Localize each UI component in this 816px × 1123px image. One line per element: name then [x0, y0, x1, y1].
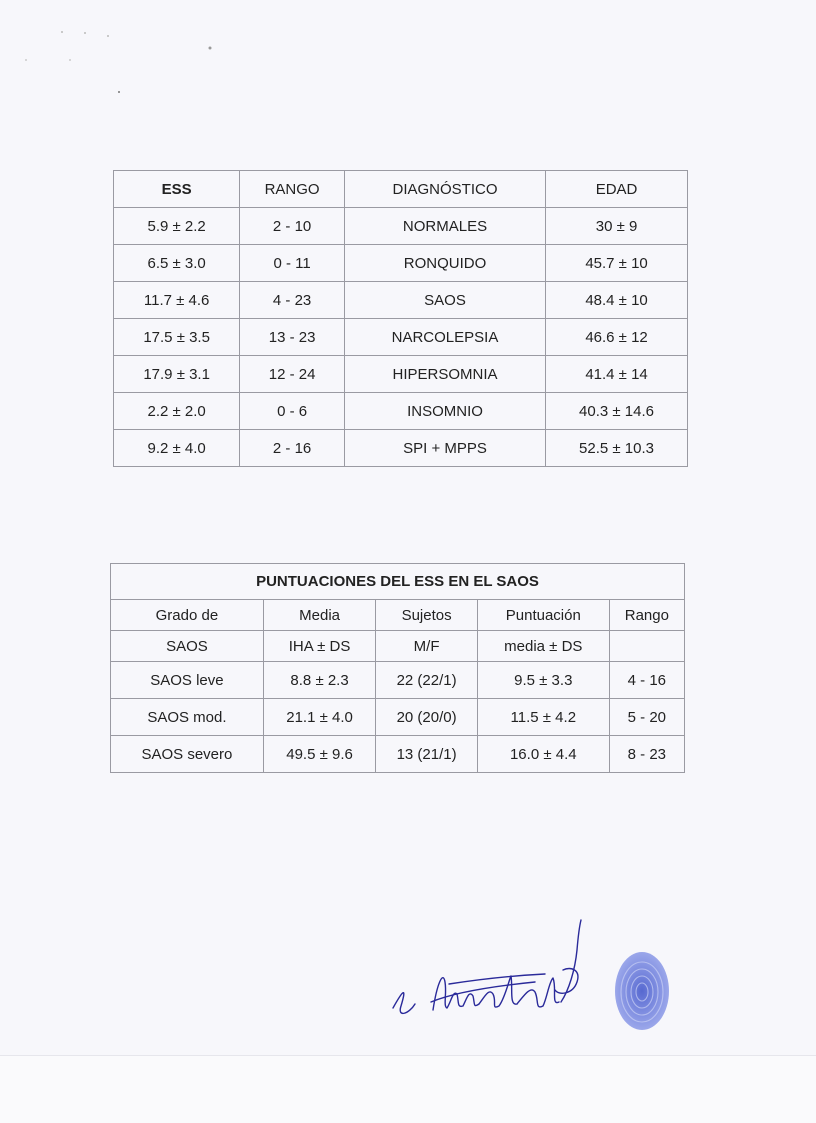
fingerprint-mark: [612, 950, 672, 1032]
handwritten-signature: [385, 910, 595, 1030]
header-media: Media: [263, 600, 375, 631]
ess-diagnosis-table: [113, 170, 688, 467]
cell-grado: SAOS mod.: [111, 699, 264, 736]
header-puntuacion-line2: media ± DS: [477, 631, 609, 662]
header-ess: ESS: [114, 171, 240, 208]
table-header-row: [111, 631, 685, 662]
table-row: [114, 430, 688, 467]
header-rango: RANGO: [240, 171, 345, 208]
table-row: [114, 208, 688, 245]
cell-rango: 5 - 20: [609, 699, 684, 736]
cell-edad: 48.4 ± 10: [546, 282, 688, 319]
cell-rango: 13 - 23: [240, 319, 345, 356]
scan-specks: [0, 0, 816, 120]
cell-edad: 45.7 ± 10: [546, 245, 688, 282]
table-row: [111, 736, 685, 773]
cell-edad: 40.3 ± 14.6: [546, 393, 688, 430]
cell-puntuacion: 16.0 ± 4.4: [477, 736, 609, 773]
header-sujetos-line2: M/F: [376, 631, 478, 662]
table-row: [111, 662, 685, 699]
cell-puntuacion: 9.5 ± 3.3: [477, 662, 609, 699]
cell-rango: 2 - 16: [240, 430, 345, 467]
cell-ess: 17.9 ± 3.1: [114, 356, 240, 393]
table-header-row: [111, 600, 685, 631]
cell-edad: 41.4 ± 14: [546, 356, 688, 393]
cell-rango: 0 - 6: [240, 393, 345, 430]
cell-diagnostico: HIPERSOMNIA: [344, 356, 545, 393]
header-grado-line2: SAOS: [111, 631, 264, 662]
cell-sujetos: 20 (20/0): [376, 699, 478, 736]
header-diagnostico: DIAGNÓSTICO: [344, 171, 545, 208]
cell-diagnostico: NARCOLEPSIA: [344, 319, 545, 356]
cell-rango: 2 - 10: [240, 208, 345, 245]
header-sujetos: Sujetos: [376, 600, 478, 631]
table-row: [114, 319, 688, 356]
table-title: PUNTUACIONES DEL ESS EN EL SAOS: [111, 564, 685, 600]
cell-puntuacion: 11.5 ± 4.2: [477, 699, 609, 736]
cell-rango: 4 - 23: [240, 282, 345, 319]
header-media-line2: IHA ± DS: [263, 631, 375, 662]
cell-rango: 8 - 23: [609, 736, 684, 773]
cell-ess: 5.9 ± 2.2: [114, 208, 240, 245]
cell-media: 21.1 ± 4.0: [263, 699, 375, 736]
cell-edad: 46.6 ± 12: [546, 319, 688, 356]
table-row: [114, 245, 688, 282]
cell-media: 49.5 ± 9.6: [263, 736, 375, 773]
cell-ess: 17.5 ± 3.5: [114, 319, 240, 356]
cell-diagnostico: RONQUIDO: [344, 245, 545, 282]
cell-rango: 4 - 16: [609, 662, 684, 699]
cell-ess: 11.7 ± 4.6: [114, 282, 240, 319]
cell-ess: 2.2 ± 2.0: [114, 393, 240, 430]
header-rango-line2: [609, 631, 684, 662]
table-header-row: [114, 171, 688, 208]
header-rango: Rango: [609, 600, 684, 631]
cell-ess: 9.2 ± 4.0: [114, 430, 240, 467]
cell-rango: 12 - 24: [240, 356, 345, 393]
cell-grado: SAOS leve: [111, 662, 264, 699]
cell-rango: 0 - 11: [240, 245, 345, 282]
header-grado: Grado de: [111, 600, 264, 631]
header-puntuacion: Puntuación: [477, 600, 609, 631]
table-row: [114, 282, 688, 319]
table-row: [111, 699, 685, 736]
saos-scores-table: [110, 563, 685, 773]
table-title-row: [111, 564, 685, 600]
cell-diagnostico: INSOMNIO: [344, 393, 545, 430]
cell-sujetos: 22 (22/1): [376, 662, 478, 699]
cell-edad: 30 ± 9: [546, 208, 688, 245]
cell-diagnostico: SPI + MPPS: [344, 430, 545, 467]
table-row: [114, 356, 688, 393]
header-edad: EDAD: [546, 171, 688, 208]
cell-ess: 6.5 ± 3.0: [114, 245, 240, 282]
cell-media: 8.8 ± 2.3: [263, 662, 375, 699]
cell-edad: 52.5 ± 10.3: [546, 430, 688, 467]
cell-diagnostico: SAOS: [344, 282, 545, 319]
cell-diagnostico: NORMALES: [344, 208, 545, 245]
cell-sujetos: 13 (21/1): [376, 736, 478, 773]
table-row: [114, 393, 688, 430]
cell-grado: SAOS severo: [111, 736, 264, 773]
